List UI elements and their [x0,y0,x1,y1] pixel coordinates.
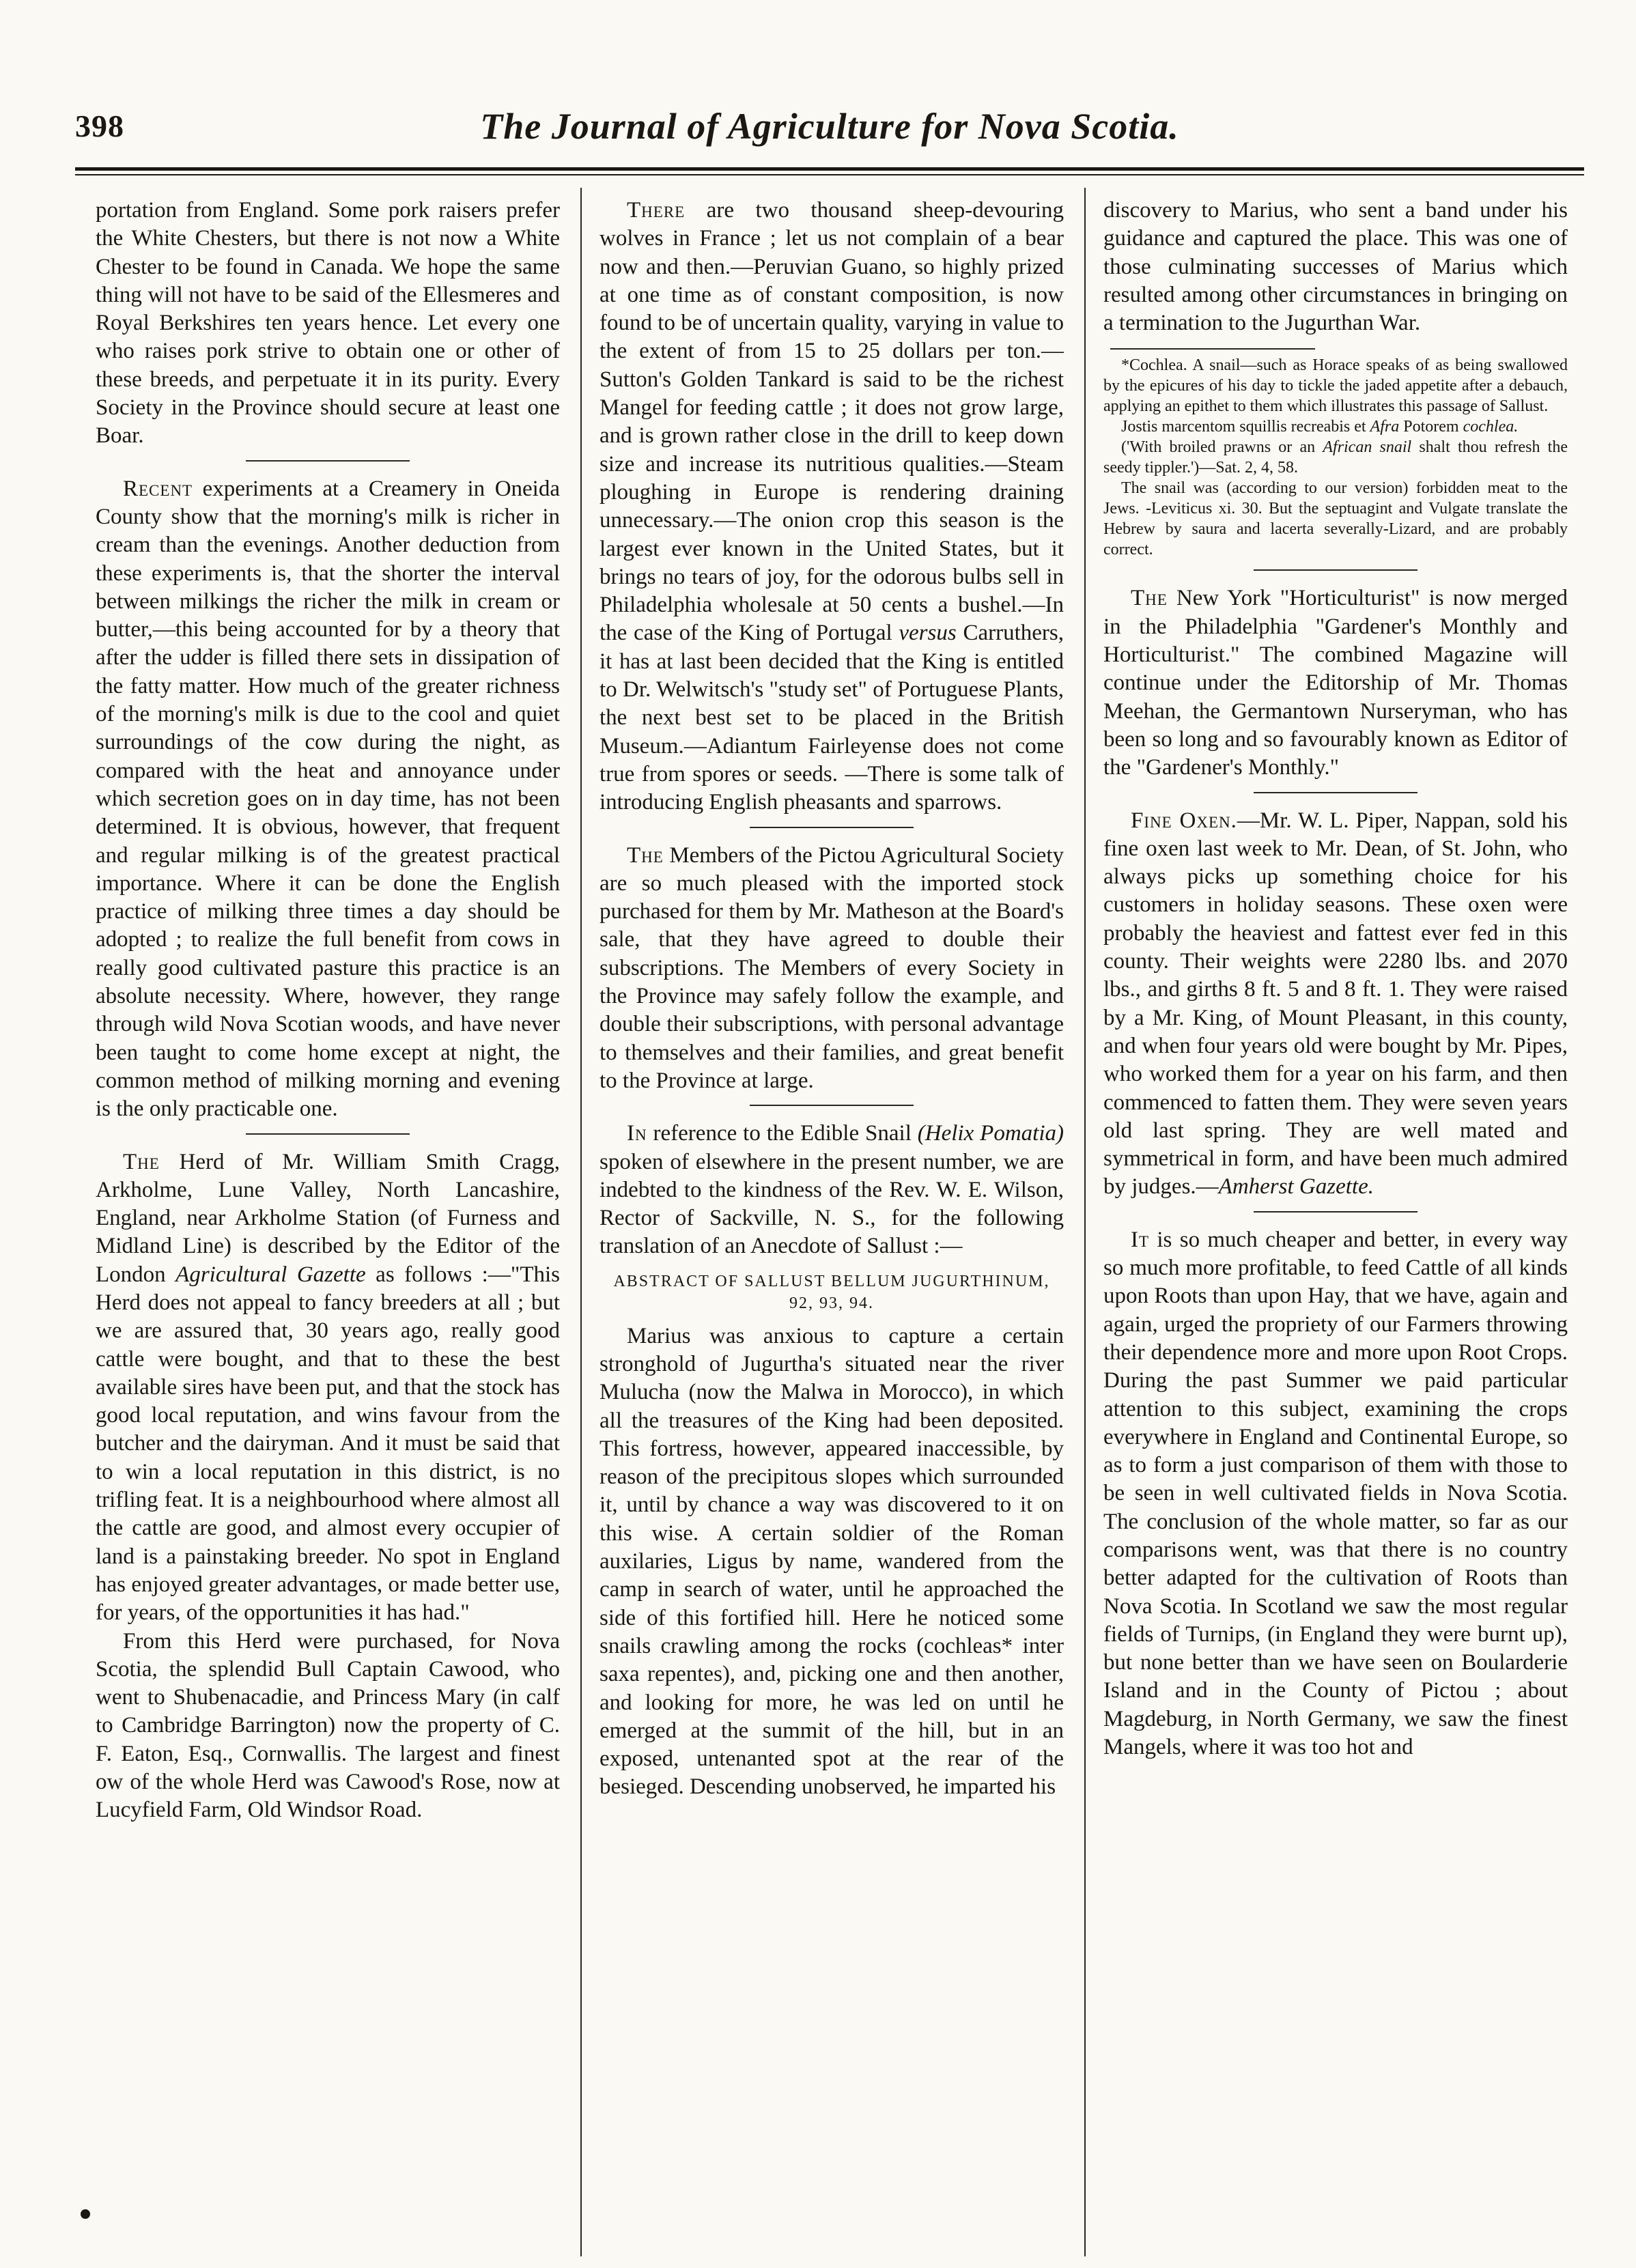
article-separator [1254,1211,1418,1213]
article-separator [750,827,914,828]
section-heading-abstract: ABSTRACT OF SALLUST BELLUM JUGURTHINUM, 92, 93, 94. [613,1272,1050,1312]
article-separator [1254,792,1418,793]
footnote-cochlea: *Cochlea. A snail—such as Horace speaks of as being swallowed by the epicures of his day to tickle the jaded appetite after a debauch, applying an epithet to them which illustrates this passage of Sallust. [1103,356,1568,416]
article-edible-snail: In reference to the Edible Snail (Helix Pomatia) spoken of elsewhere in the present number, we are indebted to the kindness of the Rev. W. E. Wilson, Rector of Sackville, N. S., for the following translation of an Anecdote of Sallust :— [600,1121,1064,1259]
footnote-translation: ('With broiled prawns or an African snail shalt thou refresh the seedy tippler.')—Sat. 2, 4, 58. [1103,438,1568,477]
article-separator [1254,569,1418,571]
article-pictou-society: The Members of the Pictou Agricultural Society are so much pleased with the imported stock purchased for them by Mr. Matheson at the Board's sale, that they have agreed to double their subscriptions. The Members of every Society in the Province may safely follow the example, and double their subscriptions, with personal advantage to themselves and their families, and great benefit to the Province at large. [600,842,1064,1093]
article-sallust-translation: Marius was anxious to capture a certain stronghold of Jugurtha's situated near the river Mulucha (now the Malwa in Morocco), in which all the treasures of the King had been deposited. This fortress, however, appeared inaccessible, by reason of the precipitous slopes which surrounded it, until by chance a way was discovered to it on this wise. A certain soldier of the Roman auxilaries, Ligus by name, wandered from the camp in search of water, until he approached the side of this fortified hill. Here he noticed some snails crawling among the rocks (cochleas* inter saxa repentes), and, picking one and then another, and looking for more, he was led on until he emerged at the summit of the hill, but in an exposed, untenanted spot at the rear of the besieged. Descending unobserved, he imparted his [600,1323,1064,1800]
column-left [96,197,560,2238]
column-right [1103,197,1568,2238]
footnote [1103,355,1568,560]
article-miscellany: There are two thousand sheep-devouring wolves in France ; let us not complain of a bear now and then.—Peruvian Guano, so highly prized at one time as of constant composition, is now found to be of uncertain quality, varying in value to the extent of from 15 to 25 dollars per ton.—Sutton's Golden Tankard is said to be the richest Mangel for feeding cattle ; it does not grow large, and is grown rather close in the drill to keep down size and increase its nutritious qualities.—Steam ploughing in Europe is rendering draining unnecessary.—The onion crop this season is the largest ever known in the United States, but it brings no tears of joy, for the odorous bulbs sell in Philadelphia wholesale at 50 cents a bushel.—In the case of the King of Portugal versus Carruthers, it has at last been decided that the King is entitled to Dr. Welwitsch's "study set" of Portuguese Plants, the next best set to be placed in the British Museum.—Adiantum Fairleyense does not come true from spores or seeds. —There is some talk of introducing English pheasants and sparrows. [600,198,1064,815]
article-creamery: Recent experiments at a Creamery in Oneida County show that the morning's milk is richer in cream than the evenings. Another deduction from these experiments is, that the shorter the interval between milkings the richer the milk in cream or butter,—this being accounted for by a theory that after the udder is filled there sets in dissipation of the fatty matter. How much of the greater richness of the morning's milk is due to the cool and quiet surroundings of the cow during the night, as compared with the heat and annoyance under which secretion goes on in day time, has not been determined. It is obvious, however, that frequent and regular milking is of the greatest practical importance. Where it can be done the English practice of milking three times a day should be adopted ; to realize the full benefit from cows in really good cultivated pasture this practice is an absolute necessity. Where, however, they range through wild Nova Scotian woods, and have never been taught to come home except at night, the common method of milking morning and evening is the only practicable one. [96,476,560,1122]
header-rule [75,167,1584,171]
article-sallust-continued: discovery to Marius, who sent a band under his guidance and captured the place. This was one of those culminating successes of Marius which resulted among other circumstances in bringing on a termination to the Jugurthan War. [1103,198,1568,336]
article-herd-purchases: From this Herd were purchased, for Nova Scotia, the splendid Bull Captain Cawood, who went to Shubenacadie, and Princess Mary (in calf to Cambridge Barrington) now the property of C. F. Eaton, Esq., Cornwallis. The largest and finest ow of the whole Herd was Cawood's Rose, now at Lucyfield Farm, Old Windsor Road. [96,1628,560,1823]
article-separator [750,1105,914,1106]
margin-ink-dot [81,2209,90,2219]
running-title: The Journal of Agriculture for Nova Scotia. [480,106,1179,147]
page-number: 398 [75,109,124,143]
article-pork-continued: portation from England. Some pork raisers prefer the White Chesters, but there is not now a White Chester to be found in Canada. We hope the same thing will not have to be said of the Ellesmeres and Royal Berkshires ten years hence. Let every one who raises pork strive to obtain one or other of these breeds, and perpetuate it in its purity. Every Society in the Province should secure at least one Boar. [96,198,560,449]
article-separator [246,1133,410,1135]
footnote-rule [1110,348,1315,350]
header-rule-thin [75,174,1584,175]
article-herd: The Herd of Mr. William Smith Cragg, Arkholme, Lune Valley, North Lancashire, England, near Arkholme Station (of Furness and Midland Line) is described by the Editor of the London Agricultural Gazette as follows :—"This Herd does not appeal to fancy breeders at all ; but we are assured that, 30 years ago, really good cattle were bought, and that to these the best available sires have been put, and that the stock has good local reputation, and wins favour from the butcher and the dairyman. And it must be said that to win a local reputation in this district, is no trifling feat. It is a neighbourhood where almost all the cattle are good, and almost every occupier of land is a painstaking breeder. No spot in England has enjoyed greater advantages, or made better use, for years, of the opportunities it has had." [96,1149,560,1626]
article-horticulturist: The New York "Horticulturist" is now merged in the Philadelphia "Gardener's Monthly and Horticulturist." The combined Magazine will continue under the Editorship of Mr. Thomas Meehan, the Germantown Nurseryman, who has been so long and so favourably known as Editor of the "Gardener's Monthly." [1103,586,1568,780]
footnote-leviticus: The snail was (according to our version) forbidden meat to the Jews. -Leviticus xi. 30. But the septuagint and Vulgate translate the Hebrew by saura and lacerta severally-Lizard, and are probably correct. [1103,479,1568,559]
column-divider [580,188,582,2256]
column-divider [1084,188,1086,2256]
article-fine-oxen: Fine Oxen.—Mr. W. L. Piper, Nappan, sold his fine oxen last week to Mr. Dean, of St. John, who always picks up something choice for his customers in holiday seasons. These oxen were probably the heaviest and fattest ever fed in this county. Their weights were 2280 lbs. and 2070 lbs., and girths 8 ft. 5 and 8 ft. 1. They were raised by a Mr. King, of Mount Pleasant, in this county, and when four years old were bought by Mr. Pipes, who worked them for a year on his farm, and then commenced to fatten them. They were seven years old last spring. They are well mated and symmetrical in form, and have been much admired by judges.—Amherst Gazette. [1103,808,1568,1200]
article-separator [246,460,410,462]
footnote-quote: Jostis marcentom squillis recreabis et Afra Potorem cochlea. [1121,418,1519,436]
column-middle [600,197,1064,2238]
article-root-crops: It is so much cheaper and better, in every way so much more profitable, to feed Cattle of all kinds upon Roots than upon Hay, that we have, again and again, urged the propriety of our Farmers throwing their dependence more and more upon Root Crops. During the past Summer we paid particular attention to this subject, examining the crops everywhere in England and Continental Europe, so as to form a just comparison of them with those to be seen in well cultivated fields in Nova Scotia. The conclusion of the whole matter, so far as our comparisons went, was that there is no country better adapted for the cultivation of Roots than Nova Scotia. In Scotland we saw the most regular fields of Turnips, (in England they were burnt up), but none better than we have seen on Boularderie Island and in the County of Pictou ; about Magdeburg, in North Germany, we saw the finest Mangels, where it was too hot and [1103,1227,1568,1760]
page-header [75,101,1584,162]
